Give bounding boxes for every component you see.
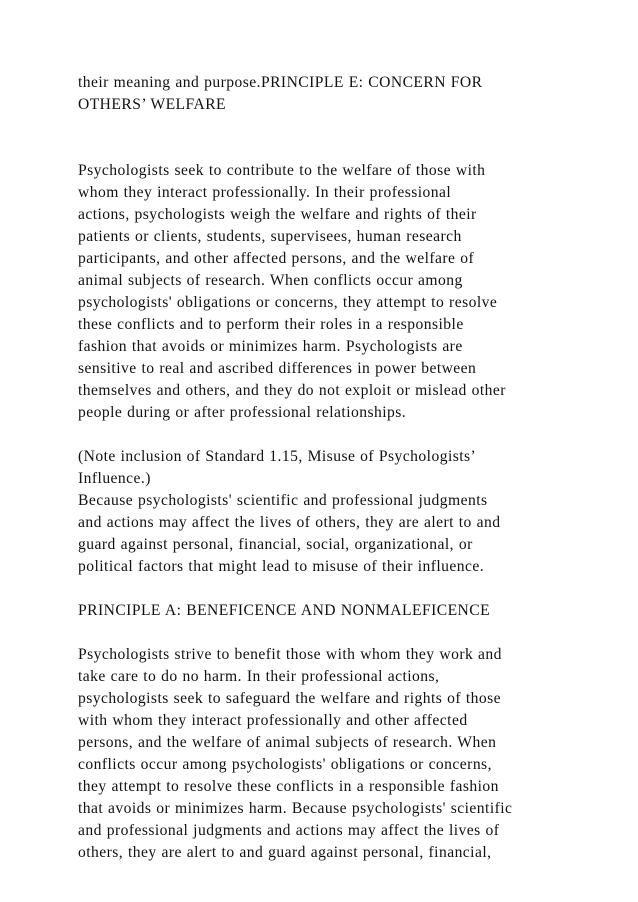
text-line: with whom they interact professionally and other affected [78,712,468,729]
paragraph-spacer [78,622,598,644]
text-line: Psychologists seek to contribute to the welfare of those with [78,162,486,179]
text-line: others, they are alert to and guard against personal, financial, [78,844,492,861]
text-line: their meaning and purpose.PRINCIPLE E: CONCERN FOR [78,74,483,91]
text-line: whom they interact professionally. In their professional [78,184,452,201]
text-line: actions, psychologists weigh the welfare and rights of their [78,206,477,223]
text-line: psychologists' obligations or concerns, they attempt to resolve [78,294,498,311]
text-line: they attempt to resolve these conflicts in a responsible fashion [78,778,499,795]
text-line: Psychologists strive to benefit those with whom they work and [78,646,502,663]
principle-a-body-paragraph [78,644,598,864]
text-line: guard against personal, financial, social, organizational, or [78,536,473,553]
text-line: patients or clients, students, supervisees, human research [78,228,462,245]
text-line: persons, and the welfare of animal subjects of research. When [78,734,497,751]
text-line: people during or after professional relationships. [78,404,407,421]
text-line: conflicts occur among psychologists' obligations or concerns, [78,756,492,773]
text-line: political factors that might lead to misuse of their influence. [78,558,485,575]
principle-a-heading-paragraph [78,600,598,622]
text-line: sensitive to real and ascribed differences in power between [78,360,477,377]
note-standard-paragraph [78,446,598,578]
intro-heading-paragraph [78,72,598,116]
paragraph-spacer [78,116,598,160]
text-line: participants, and other affected persons, and the welfare of [78,250,475,267]
text-line: animal subjects of research. When conflicts occur among [78,272,463,289]
text-line: Because psychologists' scientific and professional judgments [78,492,488,509]
text-line: OTHERS’ WELFARE [78,96,227,113]
paragraph-spacer [78,424,598,446]
section-heading: PRINCIPLE A: BENEFICENCE AND NONMALEFICENCE [78,602,491,619]
text-line: and professional judgments and actions may affect the lives of [78,822,500,839]
text-line: and actions may affect the lives of others, they are alert to and [78,514,501,531]
text-line: Influence.) [78,470,151,487]
principle-e-body-paragraph [78,160,598,424]
text-line: themselves and others, and they do not exploit or mislead other [78,382,506,399]
text-line: that avoids or minimizes harm. Because psychologists' scientific [78,800,513,817]
text-line: these conflicts and to perform their roles in a responsible [78,316,464,333]
text-line: take care to do no harm. In their professional actions, [78,668,440,685]
text-line: fashion that avoids or minimizes harm. Psychologists are [78,338,463,355]
text-line: psychologists seek to safeguard the welfare and rights of those [78,690,502,707]
text-line: (Note inclusion of Standard 1.15, Misuse of Psychologists’ [78,448,477,465]
paragraph-spacer [78,578,598,600]
